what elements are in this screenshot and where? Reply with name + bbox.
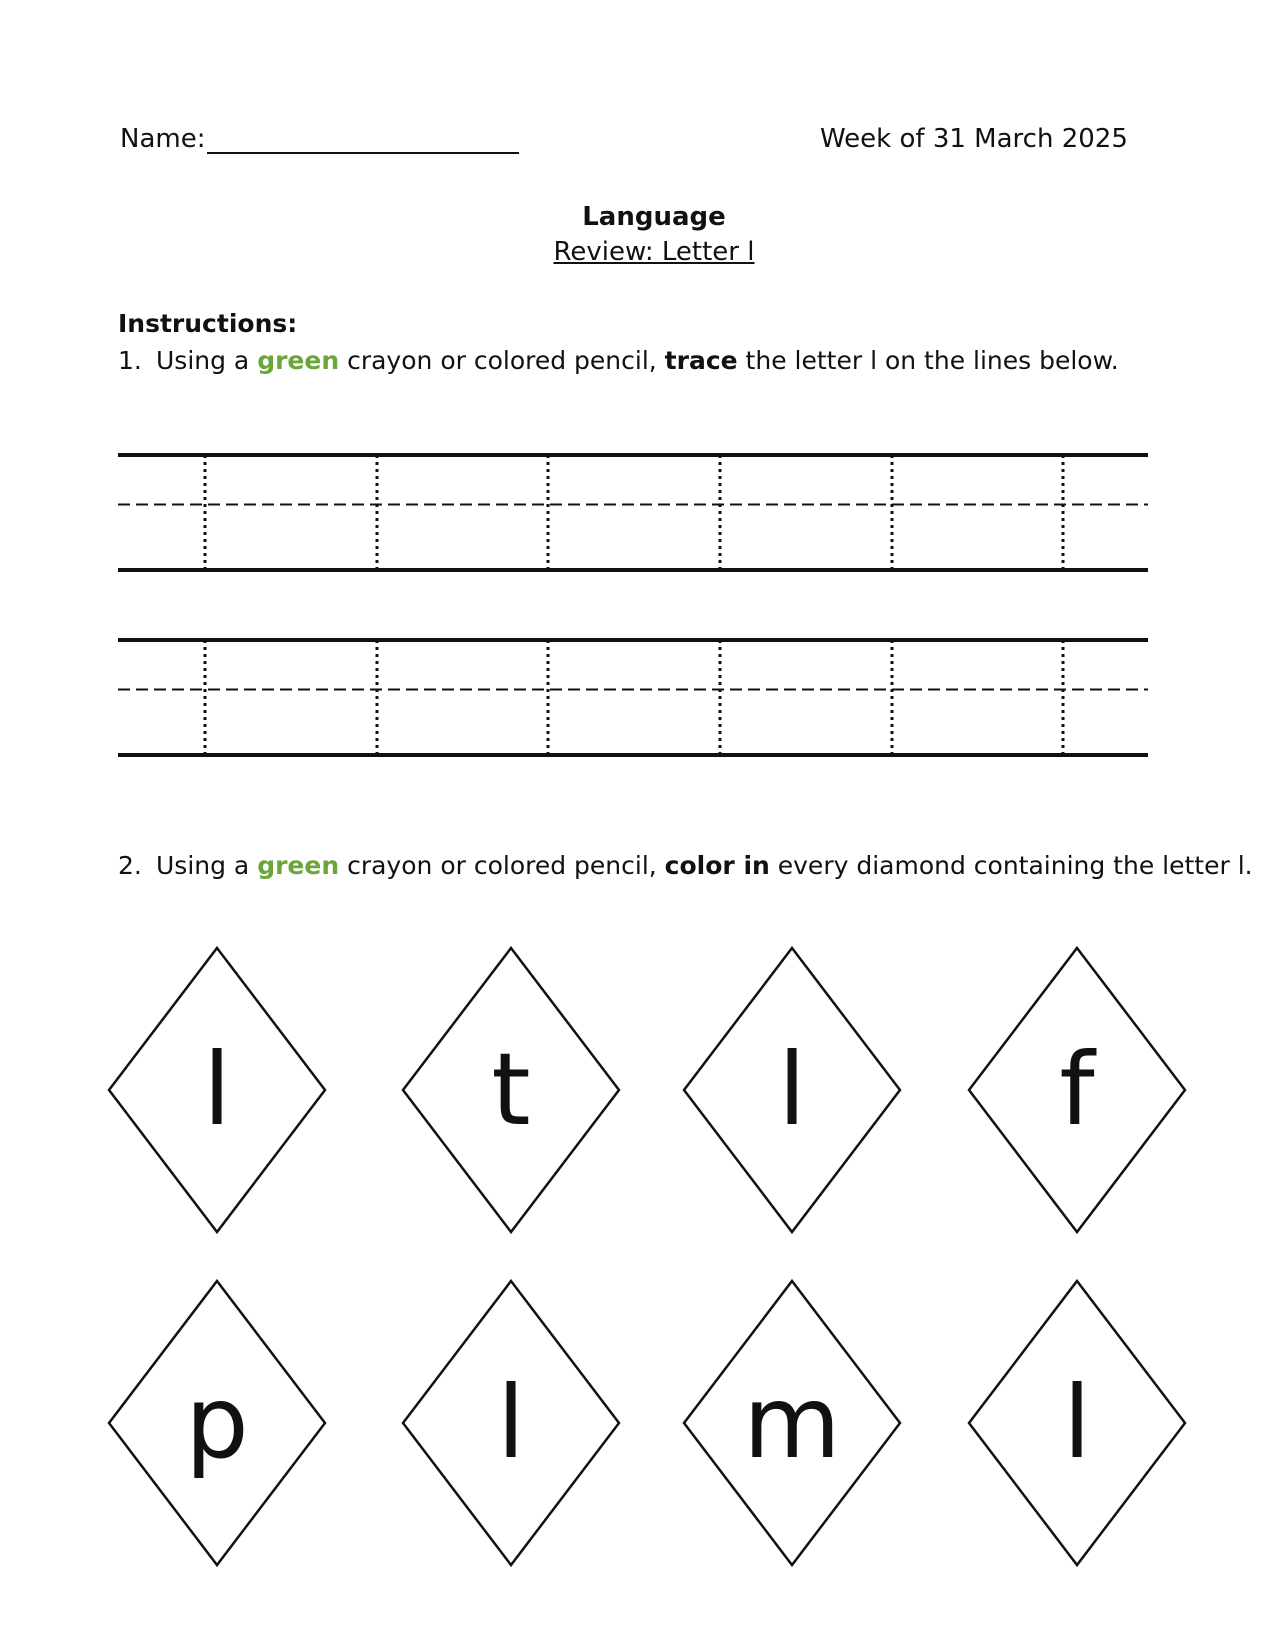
diamond-letter: l (497, 1364, 525, 1481)
subject-title: Language (582, 202, 726, 232)
step-text-suffix: the letter l on the lines below. (737, 346, 1119, 375)
diamond-item[interactable] (109, 948, 325, 1232)
diamond-item[interactable] (109, 1281, 325, 1565)
step-text-prefix: Using a (156, 346, 258, 375)
diamond-letter: p (185, 1364, 249, 1481)
color-word: green (257, 346, 340, 375)
step-text-suffix: every diamond containing the letter l. (769, 851, 1253, 880)
step-text-middle: crayon or colored pencil, (339, 851, 665, 880)
action-word: trace (664, 346, 738, 375)
tracing-area[interactable] (118, 455, 1148, 755)
diamond-letter: f (1059, 1031, 1095, 1148)
action-word: color in (664, 851, 770, 880)
diamond-letter: t (491, 1031, 531, 1148)
review-subtitle: Review: Letter l (553, 237, 755, 267)
week-date: Week of 31 March 2025 (820, 124, 1128, 154)
name-label: Name: (120, 124, 206, 154)
diamond-item[interactable] (969, 948, 1185, 1232)
diamond-letter: m (743, 1364, 841, 1481)
diamond-item[interactable] (684, 1281, 900, 1565)
step-text-prefix: Using a (156, 851, 258, 880)
diamond-item[interactable] (684, 948, 900, 1232)
diamond-item[interactable] (403, 948, 619, 1232)
diamond-letter: l (778, 1031, 806, 1148)
diamond-item[interactable] (969, 1281, 1185, 1565)
diamond-grid[interactable] (109, 948, 1185, 1565)
tracing-row[interactable] (118, 455, 1148, 570)
tracing-row[interactable] (118, 640, 1148, 755)
diamond-item[interactable] (403, 1281, 619, 1565)
diamond-letter: l (1063, 1364, 1091, 1481)
diamond-letter: l (203, 1031, 231, 1148)
instructions-heading: Instructions: (118, 309, 298, 338)
color-word: green (257, 851, 340, 880)
step-text-middle: crayon or colored pencil, (339, 346, 665, 375)
step-number: 1. (118, 346, 142, 375)
step-number: 2. (118, 851, 142, 880)
